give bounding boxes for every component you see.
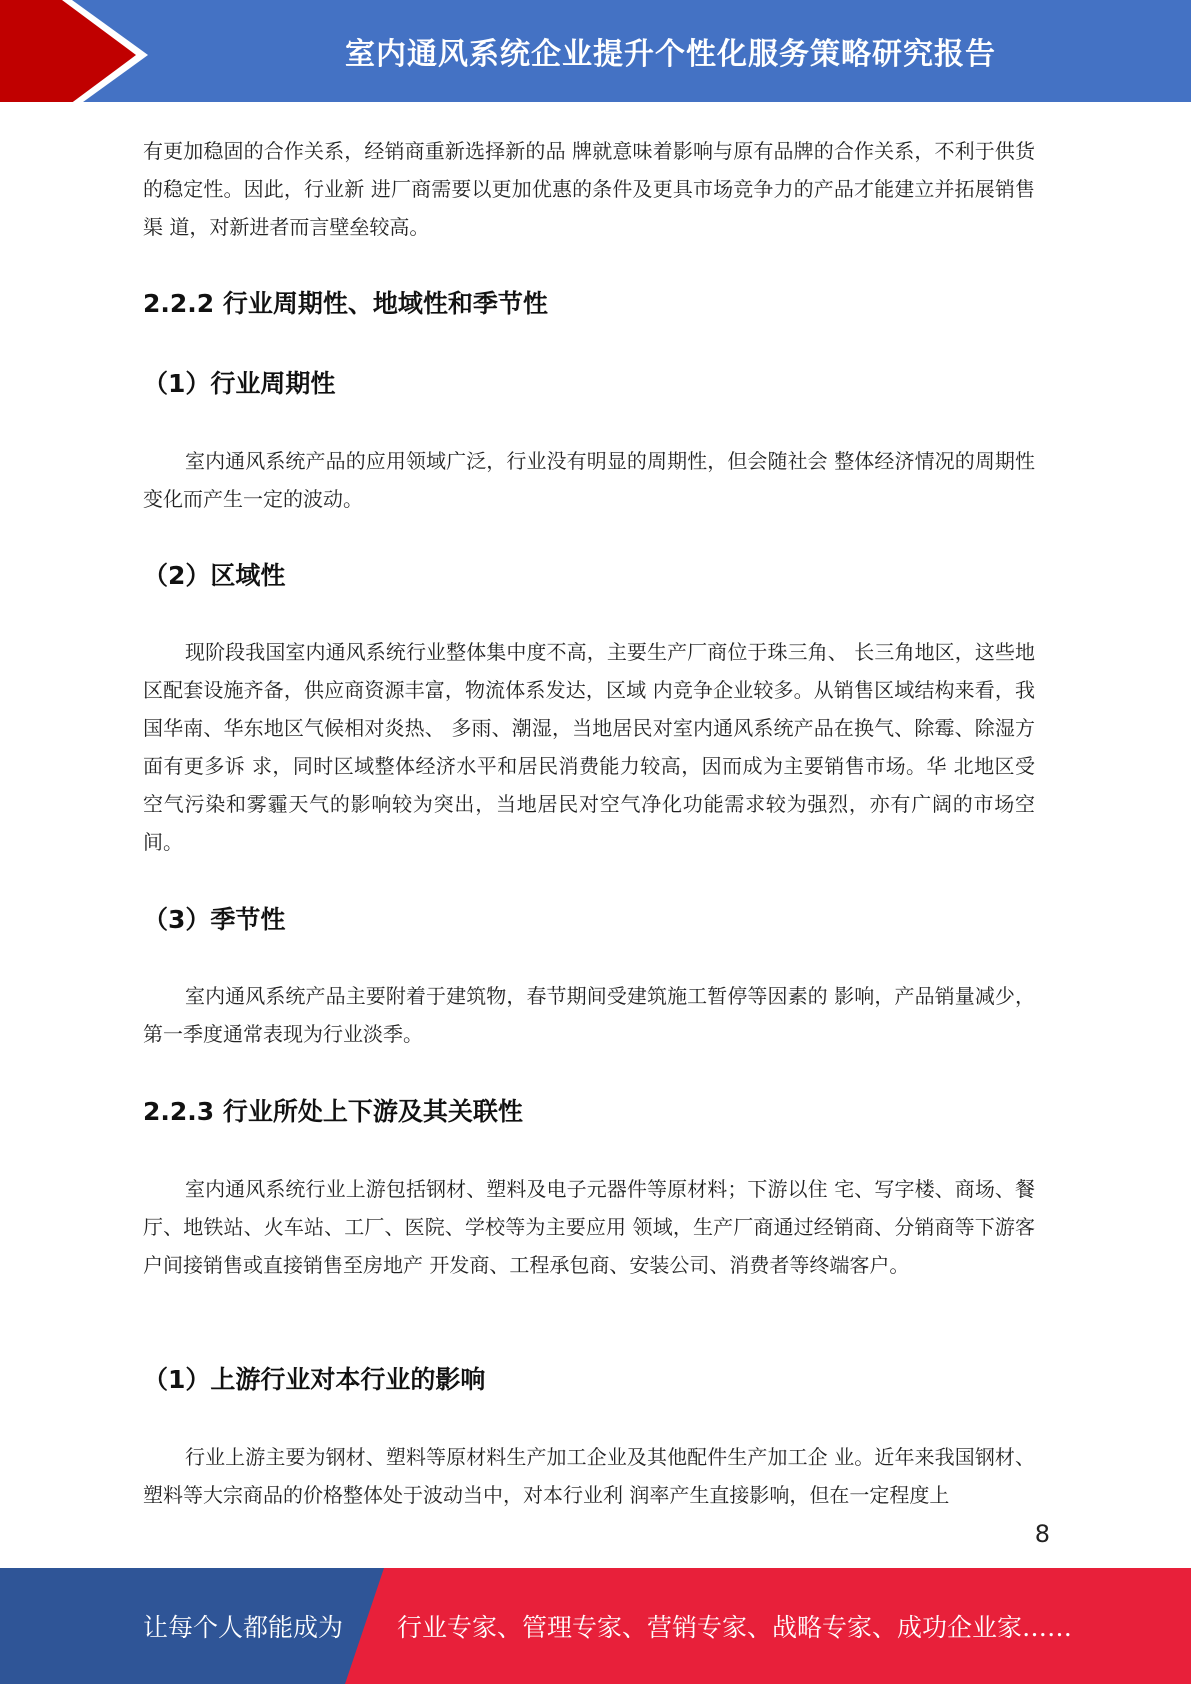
subheading-season: （3）季节性 <box>143 905 286 934</box>
page-footer <box>0 1568 1191 1684</box>
page-number: 8 <box>1034 1520 1050 1548</box>
section-heading-2-2-2: 2.2.2 行业周期性、地域性和季节性 <box>143 289 548 318</box>
subheading-upstream: （1）上游行业对本行业的影响 <box>143 1365 486 1394</box>
paragraph-cycle: 室内通风系统产品的应用领域广泛，行业没有明显的周期性，但会随社会 整体经济情况的周期性变化而产生一定的波动。 <box>143 449 1035 511</box>
paragraph-season: 室内通风系统产品主要附着于建筑物，春节期间受建筑施工暂停等因素的 影响，产品销量减少，第一季度通常表现为行业淡季。 <box>143 984 1035 1046</box>
footer-slogan-right: 行业专家、管理专家、营销专家、战略专家、成功企业家…… <box>397 1613 1073 1642</box>
report-title: 室内通风系统企业提升个性化服务策略研究报告 <box>345 37 996 72</box>
paragraph-upstream: 行业上游主要为钢材、塑料等原材料生产加工企业及其他配件生产加工企 业。近年来我国钢材、塑料等大宗商品的价格整体处于波动当中，对本行业利 润率产生直接影响，但在一定程度上 <box>143 1445 1035 1507</box>
paragraph-region: 现阶段我国室内通风系统行业整体集中度不高，主要生产厂商位于珠三角、 长三角地区，这些地区配套设施齐备，供应商资源丰富，物流体系发达，区域 内竞争企业较多。从销售区域结构来看，我国华南、华东地区气候相对炎热、 多雨、潮湿，当地居民对室内通风系统产品在换气、除霉、除湿方面有更多诉 求，同时区域整体经济水平和居民消费能力较高，因而成为主要销售市场。华 北地区受空气污染和雾霾天气的影响较为突出，当地居民对空气净化功能需求较为强烈，亦有广阔的市场空间。 <box>143 640 1035 854</box>
section-heading-2-2-3: 2.2.3 行业所处上下游及其关联性 <box>143 1097 523 1126</box>
paragraph-chain: 室内通风系统行业上游包括钢材、塑料及电子元器件等原材料；下游以住 宅、写字楼、商场、餐厅、地铁站、火车站、工厂、医院、学校等为主要应用 领域，生产厂商通过经销商、分销商等下游客户间接销售或直接销售至房地产 开发商、工程承包商、安装公司、消费者等终端客户。 <box>143 1177 1035 1277</box>
subheading-cycle: （1）行业周期性 <box>143 369 336 398</box>
footer-slogan-left: 让每个人都能成为 <box>143 1613 344 1642</box>
subheading-region: （2）区域性 <box>143 561 286 590</box>
intro-paragraph: 有更加稳固的合作关系，经销商重新选择新的品 牌就意味着影响与原有品牌的合作关系，不利于供货的稳定性。因此，行业新 进厂商需要以更加优惠的条件及更具市场竞争力的产品才能建立并拓展销售渠 道，对新进者而言壁垒较高。 <box>143 139 1035 239</box>
page-header <box>0 0 1191 110</box>
